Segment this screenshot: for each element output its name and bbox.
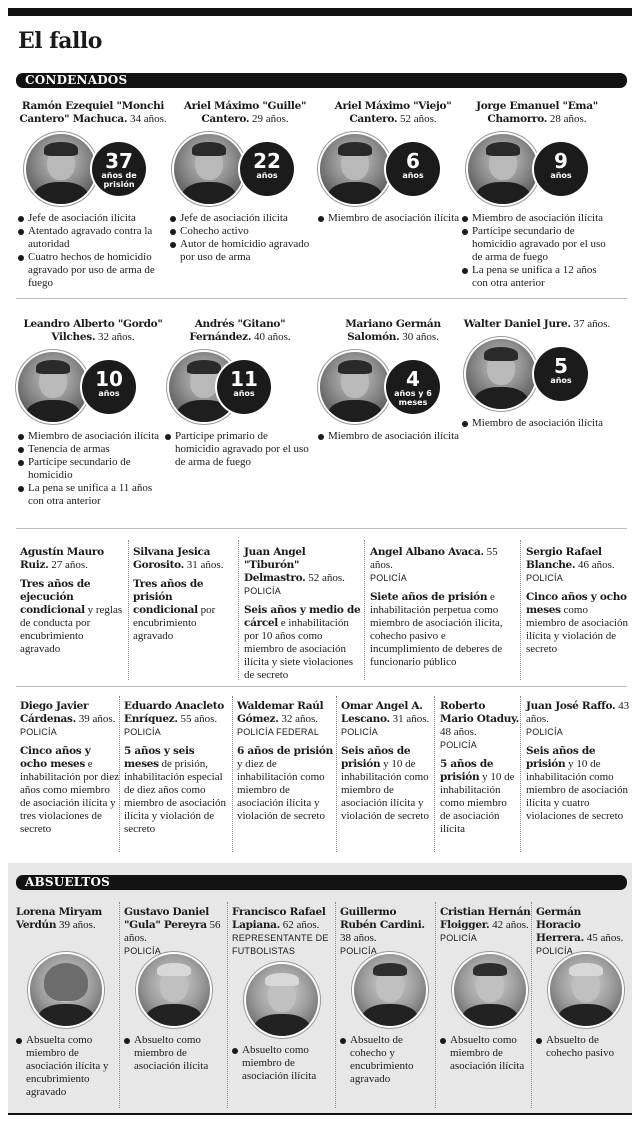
sentence-text [341, 745, 433, 823]
sentence-years: 9 [554, 149, 568, 173]
person-header [232, 906, 336, 932]
verdict-list [124, 1034, 228, 1073]
sentence-badge [82, 360, 136, 414]
sentence-highlight: Cinco años y ocho meses [20, 745, 91, 770]
person-header [340, 906, 436, 945]
person-name: Roberto Mario Otaduy. [440, 700, 520, 725]
convicted-card [526, 700, 632, 823]
person-age: 31 años. [392, 713, 430, 725]
column-divider [238, 540, 239, 680]
person-age: 37 años. [573, 318, 611, 330]
sentence-highlight: 6 años de prisión [237, 745, 333, 757]
column-divider [128, 540, 129, 680]
person-header [18, 100, 168, 126]
person-role: POLICÍA [526, 573, 563, 583]
person-header [318, 318, 468, 344]
sentence-text [370, 591, 518, 669]
sentence-badge [92, 142, 146, 196]
person-role: POLICÍA FEDERAL [237, 727, 320, 737]
charge-item: Miembro de asociación ilícita [462, 212, 612, 225]
verdict-item: Absuelto como miembro de asociación ilícita [124, 1034, 228, 1073]
sentence-highlight: Seis años y medio de cárcel [244, 604, 361, 629]
sentence-text [237, 745, 335, 823]
sentence-detail: e inhabilitación perpetua como miembro de asociación ilícita, cohecho pasivo e incumplimiento de deberes de funcionario público [370, 591, 503, 668]
person-name: Diego Javier Cárdenas. [20, 700, 89, 725]
person-age: 27 años. [51, 559, 88, 571]
person-header [124, 906, 228, 945]
person-name: Juan Angel "Tiburón" Delmastro. [244, 546, 306, 584]
sentence-years: 5 [554, 354, 568, 378]
person-name: Gustavo Daniel "Gula" Pereyra [124, 906, 209, 931]
person-name: Jorge Emanuel "Ema" Chamorro. [476, 100, 598, 125]
sentence-badge [240, 142, 294, 196]
sentence-badge [534, 347, 588, 401]
column-divider [434, 696, 435, 852]
sentence-years: 11 [230, 367, 258, 391]
sentence-text [20, 578, 124, 656]
charge-item: Jefe de asociación ilícita [18, 212, 168, 225]
person-name: Waldemar Raúl Gómez. [237, 700, 324, 725]
sentence-detail: e inhabilitación por 10 años como miembro de asociación ilícita y siete violaciones de secreto [244, 617, 354, 681]
person-name: Leandro Alberto "Gordo" Vilches. [23, 318, 163, 343]
portrait-photo [18, 352, 88, 422]
sentence-detail: y 10 de inhabilitación como miembro de asociación ilícita y cuatro violaciones de secreto [526, 758, 629, 822]
sentence-unit: años [256, 171, 278, 180]
section-header-condenados: CONDENADOS [16, 73, 627, 88]
person-age: 62 años. [282, 919, 320, 931]
person-age: 48 años. [440, 726, 477, 738]
person-header [536, 906, 628, 945]
column-divider [520, 696, 521, 852]
convicted-card [440, 700, 520, 836]
person-name: Ariel Máximo "Guille" Cantero. [183, 100, 307, 125]
portrait-photo [26, 134, 96, 204]
sentence-years: 22 [253, 149, 281, 173]
column-divider [364, 540, 365, 680]
sentence-detail: de prisión, inhabilitación especial de diez años como miembro de asociación ilícita y violación de secreto [124, 758, 227, 835]
convicted-card [20, 546, 124, 656]
convicted-card [18, 318, 168, 508]
sentence-text [440, 758, 520, 836]
convicted-card [318, 100, 468, 225]
sentence-text [526, 745, 632, 823]
acquitted-card [440, 906, 532, 1106]
person-age: 52 años. [308, 572, 345, 584]
acquitted-card [536, 906, 628, 1106]
charges-list [318, 430, 468, 443]
person-name: Francisco Rafael Lapiana. [232, 906, 326, 931]
convicted-card [462, 100, 612, 290]
person-header [526, 546, 630, 572]
acquitted-card [124, 906, 228, 1106]
column-divider [336, 696, 337, 852]
sentence-highlight: Seis años de prisión [341, 745, 411, 770]
verdict-list [232, 1044, 336, 1083]
charges-list [18, 212, 168, 290]
convicted-card [526, 546, 630, 656]
person-header [20, 700, 120, 726]
sentence-highlight: Tres años de prisión condicional [133, 578, 204, 616]
person-age: 55 años. [180, 713, 218, 725]
person-age: 46 años. [578, 559, 615, 571]
person-name: Ramón Ezequiel "Monchi Cantero" Machuca. [19, 100, 165, 125]
sentence-years: 10 [95, 367, 123, 391]
person-age: 30 años. [402, 331, 439, 343]
person-name: Walter Daniel Jure. [463, 318, 571, 330]
divider [16, 298, 627, 299]
person-role: POLICÍA [440, 933, 477, 943]
convicted-card [124, 700, 230, 836]
sentence-years: 6 [406, 149, 420, 173]
sentence-highlight: Cinco años y ocho meses [526, 591, 627, 616]
person-age: 45 años. [586, 932, 624, 944]
verdict-item: Absuelto como miembro de asociación ilícita [232, 1044, 336, 1083]
sentence-highlight: Siete años de prisión [370, 591, 488, 603]
charges-list [165, 430, 315, 469]
person-age: 32 años. [281, 713, 319, 725]
person-name: Cristian Hernán Floigger. [440, 906, 531, 931]
portrait-photo [320, 352, 390, 422]
person-header [237, 700, 335, 726]
person-header [20, 546, 124, 572]
sentence-unit: años de prisión [101, 171, 137, 189]
person-age: 52 años. [400, 113, 437, 125]
person-header [170, 100, 320, 126]
person-age: 34 años. [129, 113, 167, 125]
sentence-unit: años [233, 389, 255, 398]
convicted-card [133, 546, 237, 643]
charge-item: Cohecho activo [170, 225, 320, 238]
sentence-unit: años [402, 171, 424, 180]
top-rule [8, 8, 632, 16]
acquitted-card [16, 906, 120, 1106]
person-age: 42 años. [492, 919, 529, 931]
sentence-unit: años [550, 171, 572, 180]
sentence-unit: años y 6 meses [394, 389, 432, 407]
person-age: 31 años. [186, 559, 224, 571]
portrait-photo [246, 964, 318, 1036]
person-age: 55 años. [370, 546, 498, 571]
person-age: 29 años. [252, 113, 289, 125]
person-age: 28 años. [549, 113, 587, 125]
charges-list [318, 212, 468, 225]
person-name: Guillermo Rubén Cardini. [340, 906, 425, 931]
charge-item: Miembro de asociación ilícita [18, 430, 168, 443]
convicted-card [20, 700, 120, 836]
verdict-list [440, 1034, 532, 1073]
sentence-highlight: 5 años de prisión [440, 758, 494, 783]
verdict-list [536, 1034, 628, 1060]
person-role: POLICÍA [370, 573, 407, 583]
sentence-badge [534, 142, 588, 196]
person-role: POLICÍA [340, 946, 377, 956]
charge-item: Partícipe primario de homicidio agravado por el uso de arma de fuego [165, 430, 315, 469]
person-name: Sergio Rafael Blanche. [526, 546, 602, 571]
convicted-card [370, 546, 518, 669]
portrait-photo [354, 954, 426, 1026]
sentence-detail: e inhabilitación por diez años como miembro de asociación ilícita y tres violaciones de secreto [20, 758, 119, 835]
charge-item: Partícipe secundario de homicidio [18, 456, 168, 482]
person-age: 38 años. [340, 932, 377, 944]
person-header [244, 546, 362, 585]
charge-item: La pena se unifica a 12 años con otra anterior [462, 264, 612, 290]
person-role: POLICÍA [244, 586, 281, 596]
sentence-text [244, 604, 362, 682]
sentence-highlight: Seis años de prisión [526, 745, 596, 770]
portrait-photo [138, 954, 210, 1026]
section-header-absueltos: ABSUELTOS [16, 875, 627, 890]
person-header [133, 546, 237, 572]
convicted-card [244, 546, 362, 682]
person-header [165, 318, 315, 344]
sentence-detail: como miembro de asociación ilícita y violación de secreto [526, 604, 629, 655]
person-header [370, 546, 518, 572]
portrait-photo [454, 954, 526, 1026]
charges-list [462, 212, 612, 290]
person-role: POLICÍA [124, 946, 161, 956]
convicted-card [165, 318, 315, 469]
sentence-years: 4 [406, 367, 420, 391]
person-age: 43 años. [526, 700, 630, 725]
convicted-card [318, 318, 468, 443]
person-name: Juan José Raffo. [526, 700, 616, 712]
acquitted-card [340, 906, 436, 1106]
charges-list [170, 212, 320, 264]
portrait-photo [30, 954, 102, 1026]
sentence-detail: y 10 de inhabilitación como miembro de asociación ilícita [440, 771, 515, 835]
person-name: Mariano Germán Salomón. [345, 318, 441, 343]
sentence-unit: años [550, 376, 572, 385]
person-age: 32 años. [97, 331, 135, 343]
person-header [341, 700, 433, 726]
person-name: Ariel Máximo "Viejo" Cantero. [334, 100, 452, 125]
charge-item: Cuatro hechos de homicidio agravado por uso de arma de fuego [18, 251, 168, 290]
verdict-list [16, 1034, 120, 1099]
portrait-photo [466, 339, 536, 409]
portrait-photo [550, 954, 622, 1026]
sentence-text [20, 745, 120, 836]
verdict-list [340, 1034, 436, 1086]
person-name: Omar Angel A. Lescano. [341, 700, 423, 725]
person-header [462, 318, 612, 331]
person-age: 56 años. [124, 919, 221, 944]
person-header [18, 318, 168, 344]
person-name: Germán Horacio Herrera. [536, 906, 584, 944]
person-name: Eduardo Anacleto Enríquez. [124, 700, 225, 725]
person-role: POLICÍA [440, 740, 477, 750]
person-name: Lorena Miryam Verdún [16, 906, 102, 931]
sentence-text [124, 745, 230, 836]
divider [16, 686, 627, 687]
person-header [440, 700, 520, 739]
portrait-photo [468, 134, 538, 204]
verdict-item: Absuelto como miembro de asociación ilícita [440, 1034, 532, 1073]
column-divider [520, 540, 521, 680]
bottom-rule [8, 1113, 632, 1115]
charge-item: Autor de homicidio agravado por uso de arma [170, 238, 320, 264]
charge-item: Tenencia de armas [18, 443, 168, 456]
convicted-card [341, 700, 433, 823]
person-role: POLICÍA [20, 727, 57, 737]
portrait-photo [174, 134, 244, 204]
sentence-badge [386, 360, 440, 414]
person-header [526, 700, 632, 726]
sentence-badge [386, 142, 440, 196]
sentence-detail: por encubrimiento agravado [133, 604, 216, 642]
person-header [16, 906, 120, 932]
charge-item: Partícipe secundario de homicidio agravado por el uso de arma de fuego [462, 225, 612, 264]
charges-list [18, 430, 168, 508]
column-divider [232, 696, 233, 852]
convicted-card [462, 318, 612, 430]
charge-item: Miembro de asociación ilícita [462, 417, 612, 430]
page-title: El fallo [18, 28, 102, 54]
charge-item: Jefe de asociación ilícita [170, 212, 320, 225]
person-header [318, 100, 468, 126]
sentence-highlight: Tres años de ejecución condicional [20, 578, 91, 616]
person-name: Silvana Jesica Gorosito. [133, 546, 211, 571]
person-age: 40 años. [253, 331, 291, 343]
person-role: POLICÍA [124, 727, 161, 737]
sentence-detail: y diez de inhabilitación como miembro de asociación ilícita y violación de secreto [237, 758, 325, 822]
charge-item: Miembro de asociación ilícita [318, 430, 468, 443]
portrait-photo [320, 134, 390, 204]
person-name: Andrés "Gitano" Fernández. [189, 318, 286, 343]
sentence-detail: y 10 de inhabilitación como miembro de asociación ilícita y violación de secreto [341, 758, 429, 822]
sentence-text [526, 591, 630, 656]
sentence-years: 37 [105, 149, 133, 173]
sentence-highlight: 5 años y seis meses [124, 745, 195, 770]
convicted-card [18, 100, 168, 290]
person-age: 39 años. [78, 713, 116, 725]
person-header [124, 700, 230, 726]
sentence-unit: años [98, 389, 120, 398]
person-role: POLICÍA [341, 727, 378, 737]
verdict-item: Absuelta como miembro de asociación ilícita y encubrimiento agravado [16, 1034, 120, 1099]
person-role: POLICÍA [536, 946, 573, 956]
person-age: 39 años. [58, 919, 96, 931]
person-name: Agustín Mauro Ruiz. [20, 546, 104, 571]
person-role: REPRESENTANTE DE FUTBOLISTAS [232, 933, 329, 956]
acquitted-card [232, 906, 336, 1106]
sentence-detail: y reglas de conducta por encubrimiento agravado [20, 604, 123, 655]
sentence-badge [217, 360, 271, 414]
divider [16, 528, 627, 529]
person-role: POLICÍA [526, 727, 563, 737]
person-name: Angel Albano Avaca. [370, 546, 484, 558]
person-header [462, 100, 612, 126]
person-header [440, 906, 532, 932]
charge-item: Atentado agravado contra la autoridad [18, 225, 168, 251]
convicted-card [170, 100, 320, 264]
sentence-text [133, 578, 237, 643]
convicted-card [237, 700, 335, 823]
verdict-item: Absuelto de cohecho pasivo [536, 1034, 628, 1060]
charges-list [462, 417, 612, 430]
charge-item: La pena se unifica a 11 años con otra anterior [18, 482, 168, 508]
verdict-item: Absuelto de cohecho y encubrimiento agravado [340, 1034, 436, 1086]
charge-item: Miembro de asociación ilícita [318, 212, 468, 225]
